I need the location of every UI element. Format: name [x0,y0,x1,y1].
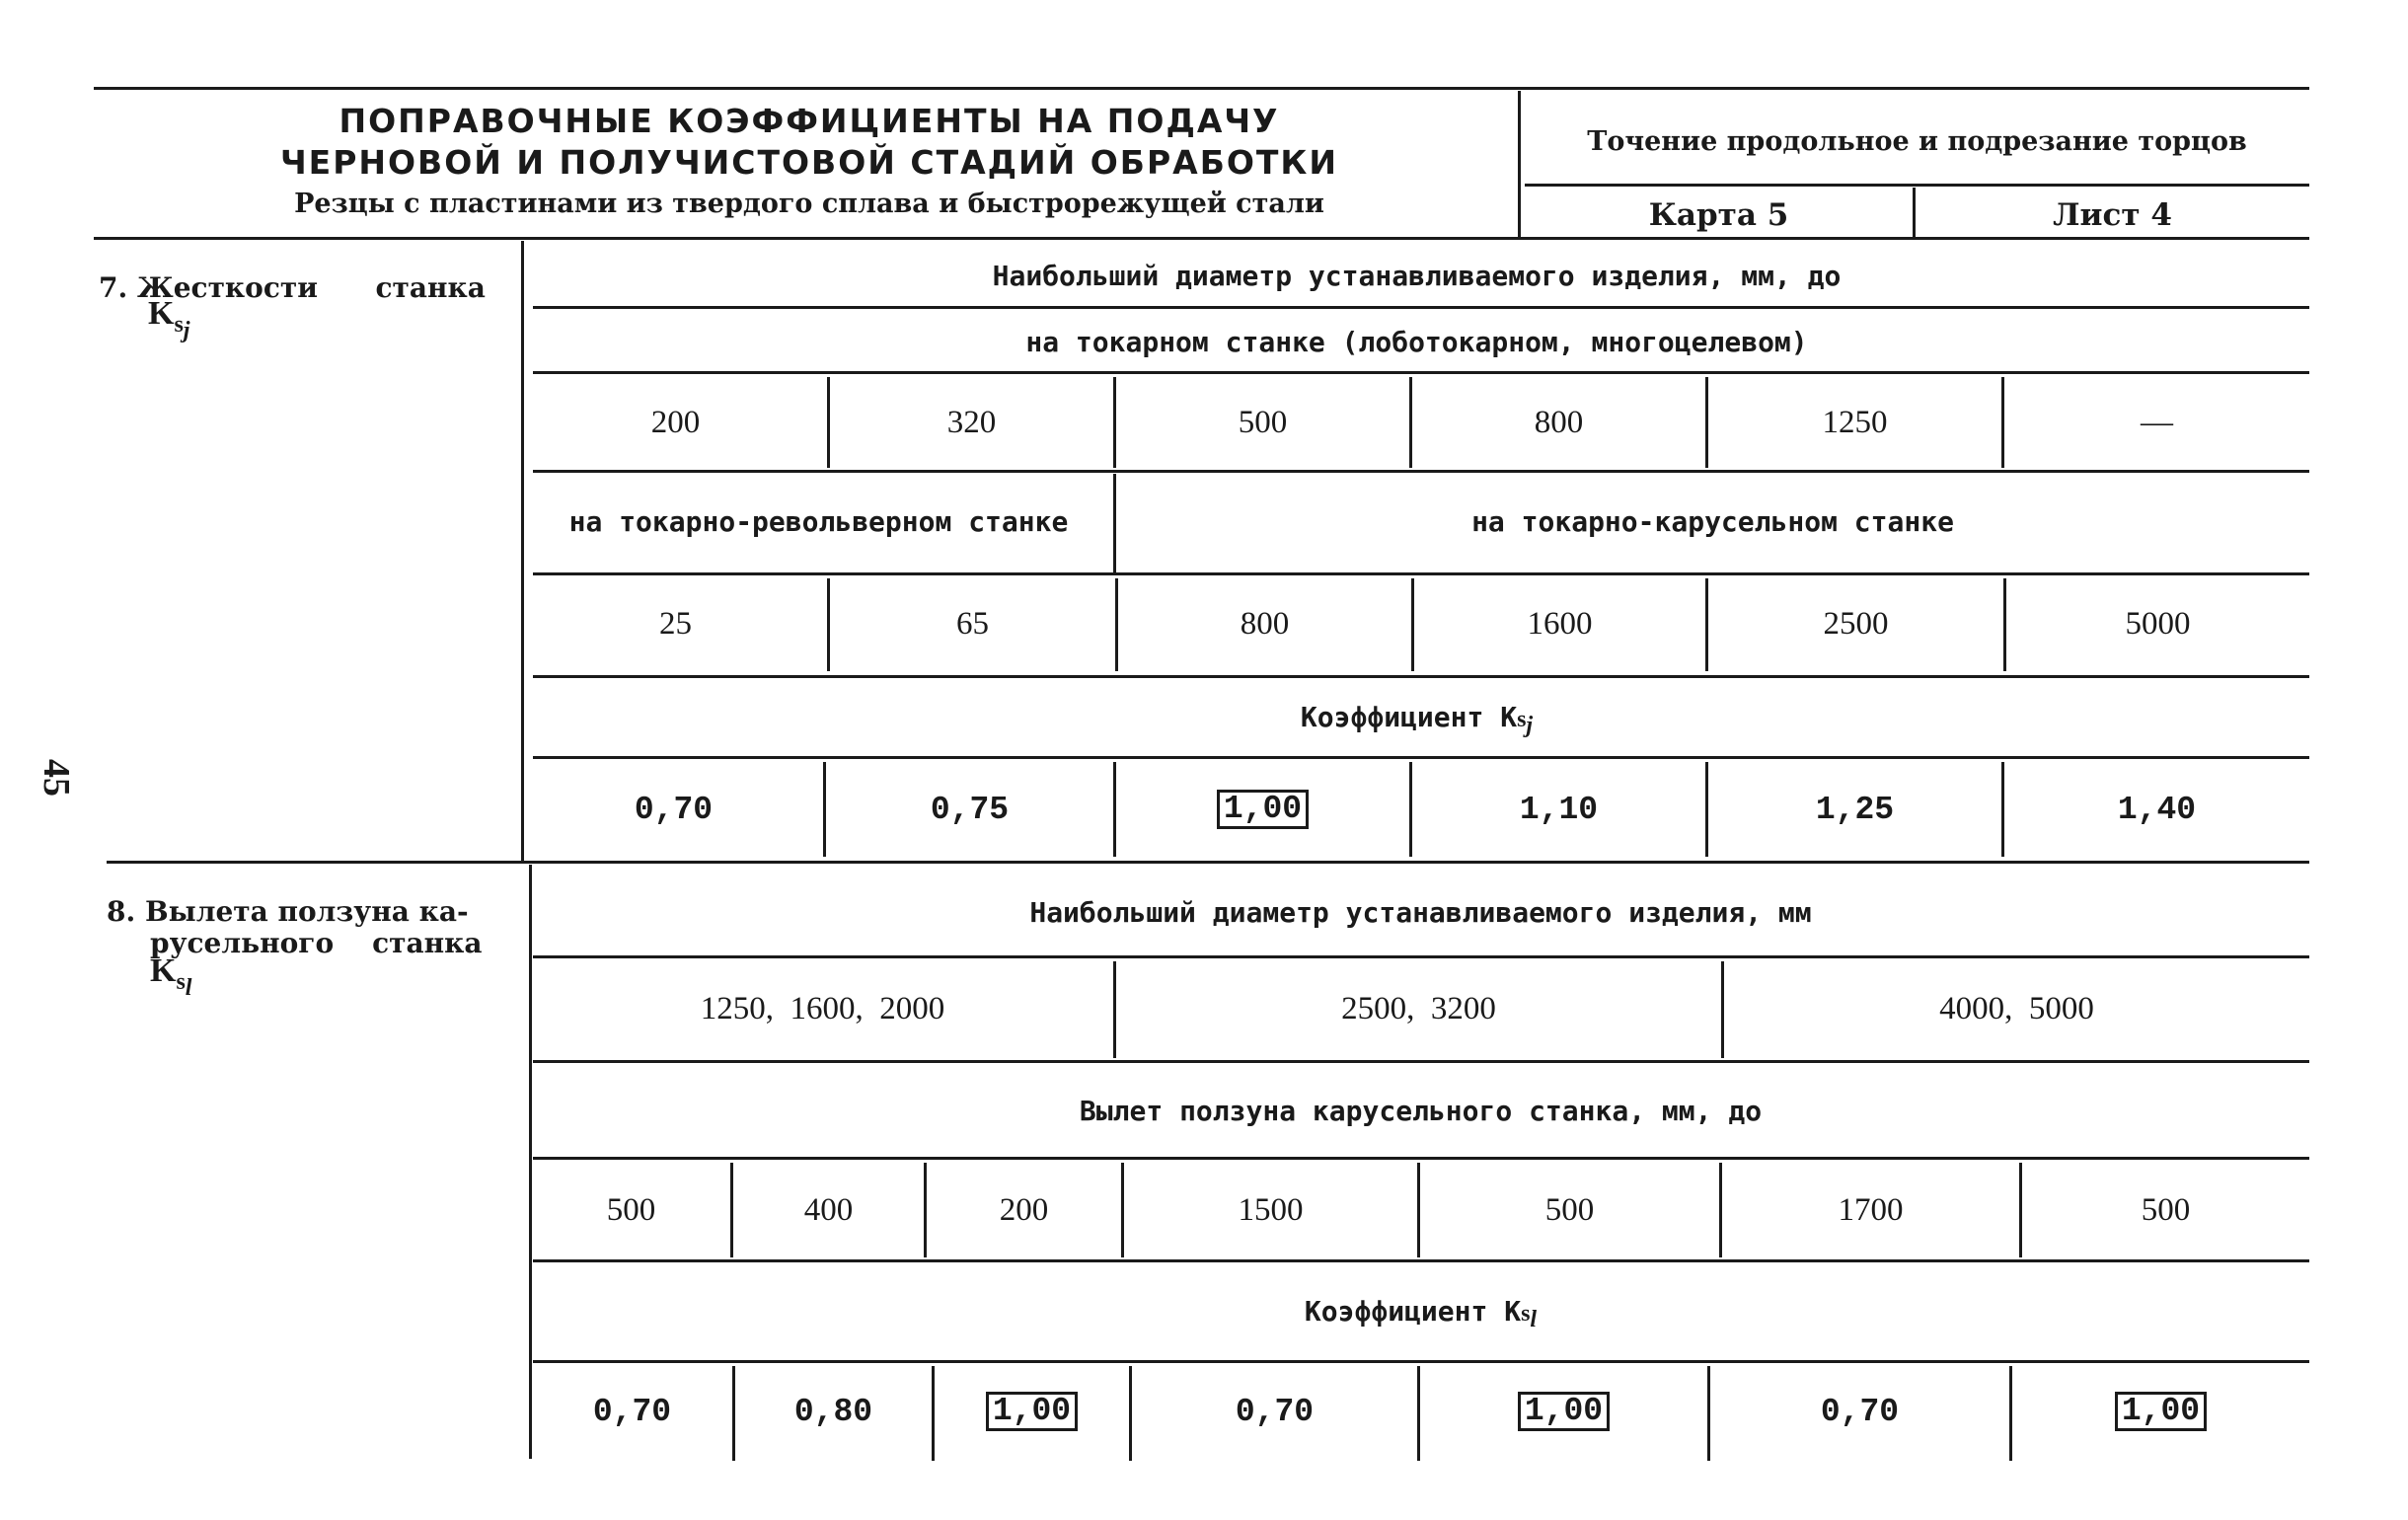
subtitle: Резцы с пластинами из твердого сплава и быстрорежущей стали [294,188,1324,219]
section8-ks-symbol: $K_{s_l}$ [150,952,192,1001]
diameter-group: 1250, 1600, 2000 [700,990,945,1026]
s7-rule-3 [533,470,2309,473]
s8-rule-2 [533,1060,2309,1063]
section-separator [107,861,2309,864]
lathe-value: 800 [1534,404,1584,440]
lathe-value: 320 [946,404,997,440]
lathe-value: — [2141,404,2173,440]
s7-rule-2 [533,371,2309,374]
title-line-1: ПОПРАВОЧНЫЕ КОЭФФИЦИЕНТЫ НА ПОДАЧУ [339,101,1280,140]
s8-rule-5 [533,1360,2309,1363]
overhang-value: 500 [1544,1191,1595,1228]
header-bottom-rule [94,237,2309,240]
s7-rule-6 [533,756,2309,759]
s8-rule-3 [533,1157,2309,1160]
lathe-value: 200 [650,404,701,440]
s7-rule-5 [533,675,2309,678]
overhang-coefficient-cell [2012,1364,2309,1459]
overhang-coefficient: 0,80 [793,1393,873,1430]
s8-overhang-header: Вылет ползуна карусельного станка, мм, до [1079,1094,1763,1127]
machine-diameter-value: 2500 [1823,605,1889,642]
stiffness-coefficient: 0,70 [634,791,714,828]
card-label: Карта 5 [1648,197,1789,233]
overhang-value: 1500 [1238,1191,1304,1228]
overhang-value: 200 [999,1191,1049,1228]
title-line-2: ЧЕРНОВОЙ И ПОЛУЧИСТОВОЙ СТАДИЙ ОБРАБОТКИ [279,142,1338,182]
machine-diameter-value: 25 [659,605,692,642]
overhang-coefficient-cell [935,1364,1129,1459]
stiffness-coefficient: 1,25 [1815,791,1895,828]
machine-diameter-value: 65 [956,605,989,642]
section7-ks-symbol: $K_{s_j}$ [148,295,190,343]
s7-rule-4 [533,572,2309,575]
overhang-coefficient-boxed: 1,00 [1518,1392,1610,1431]
section8-label: 8. Вылета ползуна ка- русельного станка $K_{s_l}$ [107,896,511,1004]
overhang-coefficient-boxed: 1,00 [2115,1392,2207,1431]
s7-rule-1 [533,306,2309,309]
s8-max-diameter-header: Наибольший диаметр устанавливаемого изделия, мм [1029,895,1812,929]
page-number: 45 [36,759,77,797]
stiffness-coefficient: 1,10 [1519,791,1599,828]
machine-diameter-value: 800 [1240,605,1290,642]
lathe-value: 500 [1238,404,1288,440]
overhang-value: 1700 [1838,1191,1904,1228]
header-divider [1518,91,1521,239]
s8-coefficient-header: Коэффициент K $_{s_l}$ [1304,1294,1538,1332]
machine-diameter-value: 1600 [1527,605,1593,642]
stiffness-coefficient: 0,75 [930,791,1010,828]
lathe-value: 1250 [1822,404,1888,440]
card-top-rule [1525,184,2309,187]
operation-label: Точение продольное и подрезание торцов [1587,125,2247,157]
s7-max-diameter-header: Наибольший диаметр устанавливаемого изделия, мм, до [992,259,1842,292]
turret-lathe-header: на токарно-револьверном станке [568,504,1069,538]
diameter-group: 2500, 3200 [1341,990,1496,1026]
overhang-coefficient: 0,70 [592,1393,672,1430]
header-top-rule [94,87,2309,90]
sheet-label: Лист 4 [2053,197,2172,233]
stiffness-coefficient-boxed: 1,00 [1217,790,1309,829]
stiffness-coefficient-cell [1116,760,1409,859]
overhang-coefficient: 0,70 [1235,1393,1315,1430]
section7-label: 7. Жесткости станка $K_{s_j}$ [99,272,493,346]
s7-lathe-header: на токарном станке (лоботокарном, многоцелевом) [1025,325,1808,358]
machine-diameter-value: 5000 [2125,605,2191,642]
overhang-value: 500 [606,1191,656,1228]
overhang-coefficient-boxed: 1,00 [986,1392,1078,1431]
overhang-value: 500 [2141,1191,2191,1228]
carousel-lathe-header: на токарно-карусельном станке [1471,504,1954,538]
overhang-coefficient: 0,70 [1820,1393,1900,1430]
overhang-value: 400 [803,1191,854,1228]
overhang-coefficient-cell [1420,1364,1707,1459]
diameter-group: 4000, 5000 [1939,990,2094,1026]
s7-coefficient-header: Коэффициент K $_{s_j}$ [1300,700,1534,738]
s8-rule-4 [533,1259,2309,1262]
stiffness-coefficient: 1,40 [2117,791,2197,828]
s8-rule-1 [533,955,2309,958]
